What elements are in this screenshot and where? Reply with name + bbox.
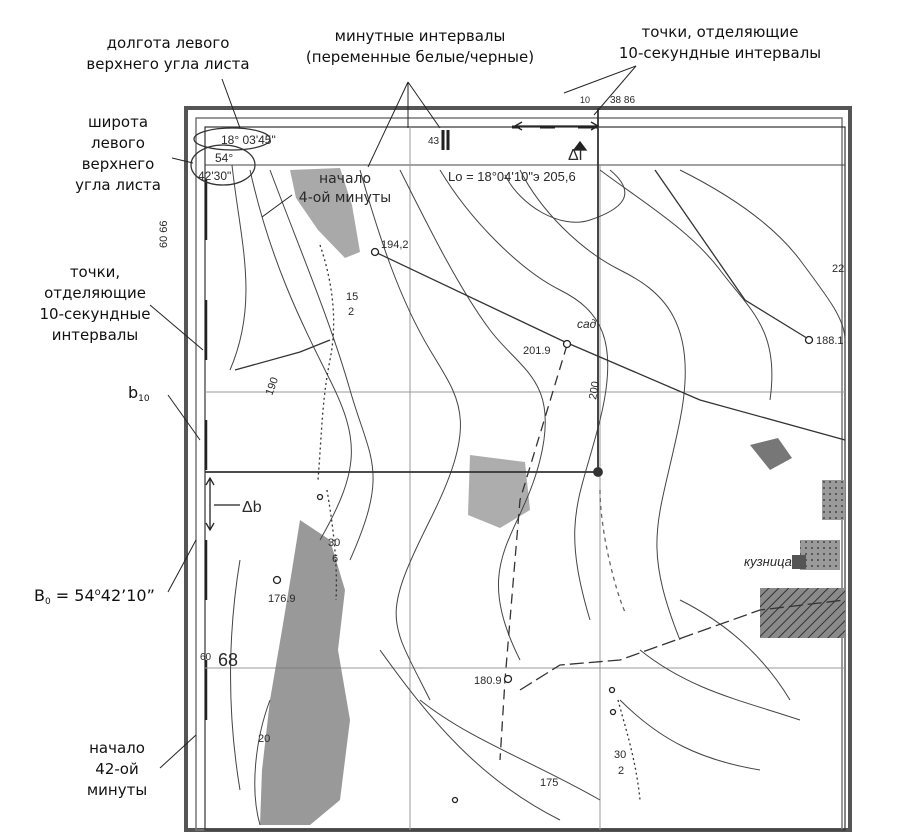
annotation-latitude-line3: верхнего [81,155,155,173]
latitude-deg-label: 54° [215,151,234,165]
ravine-label-6: 6 [332,553,339,565]
elevation-176-9: 176.9 [268,593,296,605]
annotation-b10 [128,382,150,410]
annotation-start-4-line1: начало [318,171,372,187]
contour-label-175: 175 [540,777,559,789]
elevation-180-9: 180.9 [474,675,502,687]
annotation-start-42-line2: 42-ой [95,760,139,778]
elevation-201-9: 201.9 [523,345,551,357]
annotation-start-42-line1: начало [89,739,145,757]
contour-label-190: 190 [263,375,282,398]
b0-rest: = 54 [50,586,95,605]
shaded-relief [260,168,792,825]
ravine-label-20: 20 [258,733,271,745]
building-block [750,438,792,470]
elevation-194-2: 194,2 [381,239,409,251]
annotation-start-4 [280,170,410,208]
annotation-left-seconds-line1: точки, [69,263,121,281]
annotation-latitude-line1: широта [87,113,149,131]
top-tick-10: 10 [580,95,591,105]
contour-label-22: 22 [832,263,845,275]
ravine-label-2-b: 2 [618,765,625,777]
b10-main: b [128,383,139,402]
ravine-label-30: 30 [328,537,341,549]
delta-b-label: Δb [242,499,262,516]
construction-lines [205,108,602,476]
ravine-label-30-b: 30 [614,749,627,761]
b10-sub: 10 [138,394,150,404]
annotation-left-seconds-line4: интервалы [51,326,139,344]
annotation-start-42 [72,738,162,801]
latitude-min-label: 42'30" [198,169,232,183]
annotation-minute-intervals [280,26,560,68]
annotation-minute-line2: (переменные белые/черные) [305,48,535,66]
annotation-top-seconds [600,22,840,64]
grid-label-68: 68 [218,650,239,670]
b0-sub: 0 [44,597,51,607]
elevation-188-1: 188.1 [816,335,844,347]
grid-label-60: 60 [200,652,212,663]
annotation-latitude [58,112,178,196]
settlement-label-cad: сад [577,317,597,331]
left-edge-vertical-label: 60 66 [158,220,170,248]
l0-formula: Lo = 18°04'10"э 205,6 [448,169,576,184]
annotation-b0 [34,582,155,613]
top-right-edge-label: 38 86 [610,95,636,106]
annotation-top-seconds-line2: 10-секундные интервалы [618,44,822,62]
annotation-latitude-line2: левого [91,134,145,152]
delta-l-label: Δl [568,147,583,164]
annotation-top-seconds-line1: точки, отделяющие [641,23,799,41]
annotation-latitude-line4: угла листа [75,176,161,194]
b0-deg: o [94,587,101,598]
contour-label-200: 200 [587,380,603,401]
annotation-longitude-line2: верхнего угла листа [86,55,250,73]
annotation-start-42-line3: минуты [86,781,148,799]
ravine-label-2: 2 [348,306,355,318]
longitude-label: 18° 03'45" [221,133,276,147]
top-tick-43: 43 [428,136,440,147]
settlement-label-kuznica: кузница [744,554,792,569]
annotation-longitude [68,33,268,75]
annotation-longitude-line1: долгота левого [106,34,230,52]
annotation-left-seconds-line3: 10-секундные [39,305,151,323]
ravine-label-15: 15 [346,291,359,303]
annotation-minute-line1: минутные интервалы [334,27,506,45]
b0-tail: 42’10” [100,586,155,605]
b0-main: B [34,586,45,605]
annotation-left-seconds [30,262,160,346]
annotation-left-seconds-line2: отделяющие [44,284,146,302]
annotation-start-4-line2: 4-ой минуты [298,190,392,206]
